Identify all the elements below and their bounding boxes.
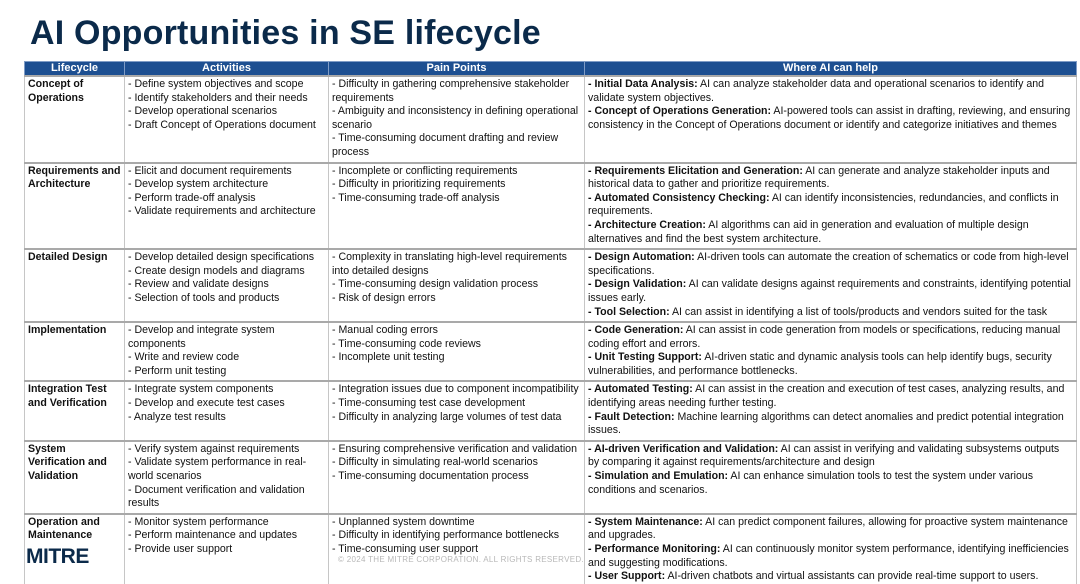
mitre-logo: MITRE xyxy=(26,545,93,569)
page-title: AI Opportunities in SE lifecycle xyxy=(30,14,541,52)
ai-help-text: AI can validate designs against requirements and constraints, identifying potential issues early. xyxy=(588,278,1071,304)
pain-points-cell xyxy=(329,381,585,440)
pain-point-item: - Incomplete or conflicting requirements xyxy=(332,164,518,177)
ai-help-text: AI can assist in identifying a list of tools/products and vendors suited for the task xyxy=(669,305,1048,318)
activity-item: - Perform unit testing xyxy=(128,364,227,377)
ai-help-cell xyxy=(585,76,1077,163)
pain-points-cell xyxy=(329,76,585,163)
ai-help-text: AI can identify inconsistencies, redundancies, and conflicts in requirements. xyxy=(588,191,1059,218)
ai-help-text: AI-driven tools can automate the creation of schematics or code from high-level specifications. xyxy=(588,251,1069,277)
ai-help-text: AI can assist in code generation from models or specifications, reducing manual coding effort and errors. xyxy=(588,324,1061,350)
pain-point-item: - Unplanned system downtime xyxy=(332,515,475,528)
ai-help-label: - Initial Data Analysis: xyxy=(588,78,698,90)
ai-help-cell xyxy=(585,322,1077,381)
activities-cell xyxy=(125,322,329,381)
ai-help-item xyxy=(588,78,1073,105)
table-row xyxy=(25,514,1077,584)
ai-help-label: - Fault Detection: xyxy=(588,410,675,423)
lifecycle-cell: System Verification and Validation xyxy=(25,441,125,514)
pain-points-cell xyxy=(329,441,585,514)
pain-point-item: - Time-consuming design validation process xyxy=(332,278,539,291)
activity-item: - Selection of tools and products xyxy=(128,291,280,304)
ai-help-text: AI-driven static and dynamic analysis tools can help identify bugs, security vulnerabilities, and performance bottlenecks. xyxy=(588,351,1052,377)
activity-item: - Identify stakeholders and their needs xyxy=(128,91,308,104)
activity-item: - Develop detailed design specifications xyxy=(128,251,315,264)
ai-help-text: AI-powered tools can assist in drafting, reviewing, and ensuring consistency in the Concept of Operations document or identify and categorize initiatives and themes xyxy=(588,105,1071,131)
table-row xyxy=(25,322,1077,381)
ai-help-item xyxy=(588,470,1073,497)
pain-point-item: - Time-consuming code reviews xyxy=(332,337,481,350)
activity-item: - Integrate system components xyxy=(128,383,274,396)
table-row xyxy=(25,441,1077,514)
activity-item: - Provide user support xyxy=(128,543,233,555)
ai-help-label: - Architecture Creation: xyxy=(588,218,706,231)
pain-point-item: - Difficulty in analyzing large volumes of test data xyxy=(332,410,562,423)
table-row xyxy=(25,76,1077,163)
ai-help-item xyxy=(588,306,1073,320)
activity-item: - Define system objectives and scope xyxy=(128,78,304,90)
ai-help-item xyxy=(588,165,1073,192)
ai-help-label: - Simulation and Emulation: xyxy=(588,470,729,483)
ai-opportunities-table xyxy=(24,61,1077,584)
ai-help-label: - Tool Selection: xyxy=(588,305,670,318)
pain-point-item: - Time-consuming test case development xyxy=(332,397,526,410)
activity-item: - Develop system architecture xyxy=(128,178,269,191)
ai-help-label: - Design Automation: xyxy=(588,251,695,264)
activity-item: - Analyze test results xyxy=(128,410,226,423)
ai-help-item xyxy=(588,351,1073,378)
table-body xyxy=(25,76,1077,584)
ai-help-label: - Unit Testing Support: xyxy=(588,351,702,364)
lifecycle-cell: Concept of Operations xyxy=(25,76,125,163)
lifecycle-cell: Implementation xyxy=(25,322,125,381)
activity-item: - Monitor system performance xyxy=(128,515,269,528)
ai-help-label: - Automated Testing: xyxy=(588,383,693,396)
pain-point-item: - Manual coding errors xyxy=(332,324,438,337)
pain-point-item: - Integration issues due to component incompatibility xyxy=(332,383,579,396)
activities-cell xyxy=(125,76,329,163)
pain-point-item: - Time-consuming documentation process xyxy=(332,470,529,483)
ai-help-cell xyxy=(585,249,1077,322)
ai-help-text: AI algorithms can aid in generation and evaluation of multiple design alternatives and find the best system architecture. xyxy=(588,218,1029,245)
ai-help-cell xyxy=(585,441,1077,514)
table-row xyxy=(25,249,1077,322)
activity-item: - Draft Concept of Operations document xyxy=(128,118,316,131)
pain-point-item: - Incomplete unit testing xyxy=(332,351,445,364)
ai-help-item xyxy=(588,411,1073,438)
copyright-notice: © 2024 THE MITRE CORPORATION. ALL RIGHTS RESERVED. xyxy=(338,555,584,564)
ai-help-item xyxy=(588,278,1073,305)
pain-point-item: - Difficulty in prioritizing requirements xyxy=(332,178,506,191)
ai-help-text: AI can continuously monitor system performance, identifying inefficiencies and suggesting modifications. xyxy=(588,543,1069,569)
activities-cell xyxy=(125,514,329,584)
pain-point-item: - Time-consuming trade-off analysis xyxy=(332,191,500,204)
activities-cell xyxy=(125,381,329,440)
ai-help-item xyxy=(588,219,1073,246)
activity-item: - Perform maintenance and updates xyxy=(128,529,298,542)
ai-help-cell xyxy=(585,163,1077,250)
pain-point-item: - Time-consuming user support xyxy=(332,543,479,555)
ai-help-label: - Automated Consistency Checking: xyxy=(588,191,770,204)
ai-help-cell xyxy=(585,514,1077,584)
header-activities: Activities xyxy=(125,62,329,77)
table-row xyxy=(25,381,1077,440)
activity-item: - Elicit and document requirements xyxy=(128,164,292,177)
activity-item: - Validate system performance in real-world scenarios xyxy=(128,456,307,483)
ai-help-text: AI can predict component failures, allowing for proactive system maintenance and upgrades. xyxy=(588,515,1068,542)
ai-help-item xyxy=(588,443,1073,470)
ai-help-label: - Performance Monitoring: xyxy=(588,543,721,555)
header-pain-points: Pain Points xyxy=(329,62,585,77)
activity-item: - Write and review code xyxy=(128,351,240,364)
activities-cell xyxy=(125,441,329,514)
activity-item: - Develop operational scenarios xyxy=(128,105,277,118)
activity-item: - Perform trade-off analysis xyxy=(128,191,256,204)
ai-help-text: Machine learning algorithms can detect anomalies and predict potential integration issues. xyxy=(588,410,1064,437)
pain-point-item: - Ambiguity and inconsistency in defining operational scenario xyxy=(332,105,579,131)
ai-help-item xyxy=(588,516,1073,543)
activity-item: - Develop and execute test cases xyxy=(128,397,285,410)
activity-item: - Review and validate designs xyxy=(128,278,269,291)
header-lifecycle: Lifecycle xyxy=(25,62,125,77)
activity-item: - Develop and integrate system components xyxy=(128,324,275,350)
ai-help-item xyxy=(588,251,1073,278)
pain-point-item: - Time-consuming document drafting and review process xyxy=(332,132,559,158)
ai-help-cell xyxy=(585,381,1077,440)
ai-help-text: AI can generate and analyze stakeholder inputs and historical data to gather and prioritize requirements. xyxy=(588,164,1050,191)
ai-help-label: - User Support: xyxy=(588,570,666,583)
pain-point-item: - Difficulty in simulating real-world scenarios xyxy=(332,456,538,469)
ai-help-item xyxy=(588,105,1073,132)
activity-item: - Validate requirements and architecture xyxy=(128,205,316,218)
lifecycle-cell: Requirements and Architecture xyxy=(25,163,125,250)
lifecycle-cell: Integration Test and Verification xyxy=(25,381,125,440)
ai-help-item xyxy=(588,192,1073,219)
ai-help-item xyxy=(588,324,1073,351)
ai-help-text: AI can analyze stakeholder data and operational scenarios to identify and validate system objectives. xyxy=(588,78,1044,104)
pain-points-cell xyxy=(329,322,585,381)
pain-point-item: - Complexity in translating high-level requirements into detailed designs xyxy=(332,251,567,277)
table-header-row xyxy=(25,62,1077,77)
pain-point-item: - Difficulty in identifying performance bottlenecks xyxy=(332,529,560,542)
ai-help-label: - Design Validation: xyxy=(588,278,687,291)
ai-help-label: - Code Generation: xyxy=(588,324,684,337)
ai-help-text: AI can enhance simulation tools to test the system under various conditions and scenarios. xyxy=(588,470,1034,496)
lifecycle-cell: Detailed Design xyxy=(25,249,125,322)
ai-help-text: AI can assist in the creation and execution of test cases, analyzing results, and identifying areas needing further testing. xyxy=(588,383,1065,410)
ai-help-label: - Requirements Elicitation and Generation: xyxy=(588,164,803,177)
activity-item: - Create design models and diagrams xyxy=(128,264,305,277)
ai-help-text: AI can assist in verifying and validating subsystems outputs by comparing it against requirements/architecture and design xyxy=(588,442,1060,469)
pain-points-cell xyxy=(329,249,585,322)
activities-cell xyxy=(125,249,329,322)
pain-points-cell xyxy=(329,163,585,250)
ai-help-item xyxy=(588,383,1073,410)
header-ai-help: Where AI can help xyxy=(585,62,1077,77)
pain-points-cell xyxy=(329,514,585,584)
ai-help-text: AI-driven chatbots and virtual assistants can provide real-time support to users. xyxy=(665,570,1039,583)
ai-help-label: - System Maintenance: xyxy=(588,515,703,528)
ai-help-item xyxy=(588,543,1073,570)
ai-help-label: - Concept of Operations Generation: xyxy=(588,105,772,118)
activities-cell xyxy=(125,163,329,250)
pain-point-item: - Risk of design errors xyxy=(332,291,436,304)
ai-help-item xyxy=(588,570,1073,584)
activity-item: - Document verification and validation results xyxy=(128,483,305,510)
lifecycle-cell: Operation and Maintenance xyxy=(25,514,125,584)
ai-help-label: - AI-driven Verification and Validation: xyxy=(588,442,779,455)
activity-item: - Verify system against requirements xyxy=(128,442,300,455)
pain-point-item: - Ensuring comprehensive verification and validation xyxy=(332,442,577,455)
pain-point-item: - Difficulty in gathering comprehensive stakeholder requirements xyxy=(332,78,570,104)
table-row xyxy=(25,163,1077,250)
